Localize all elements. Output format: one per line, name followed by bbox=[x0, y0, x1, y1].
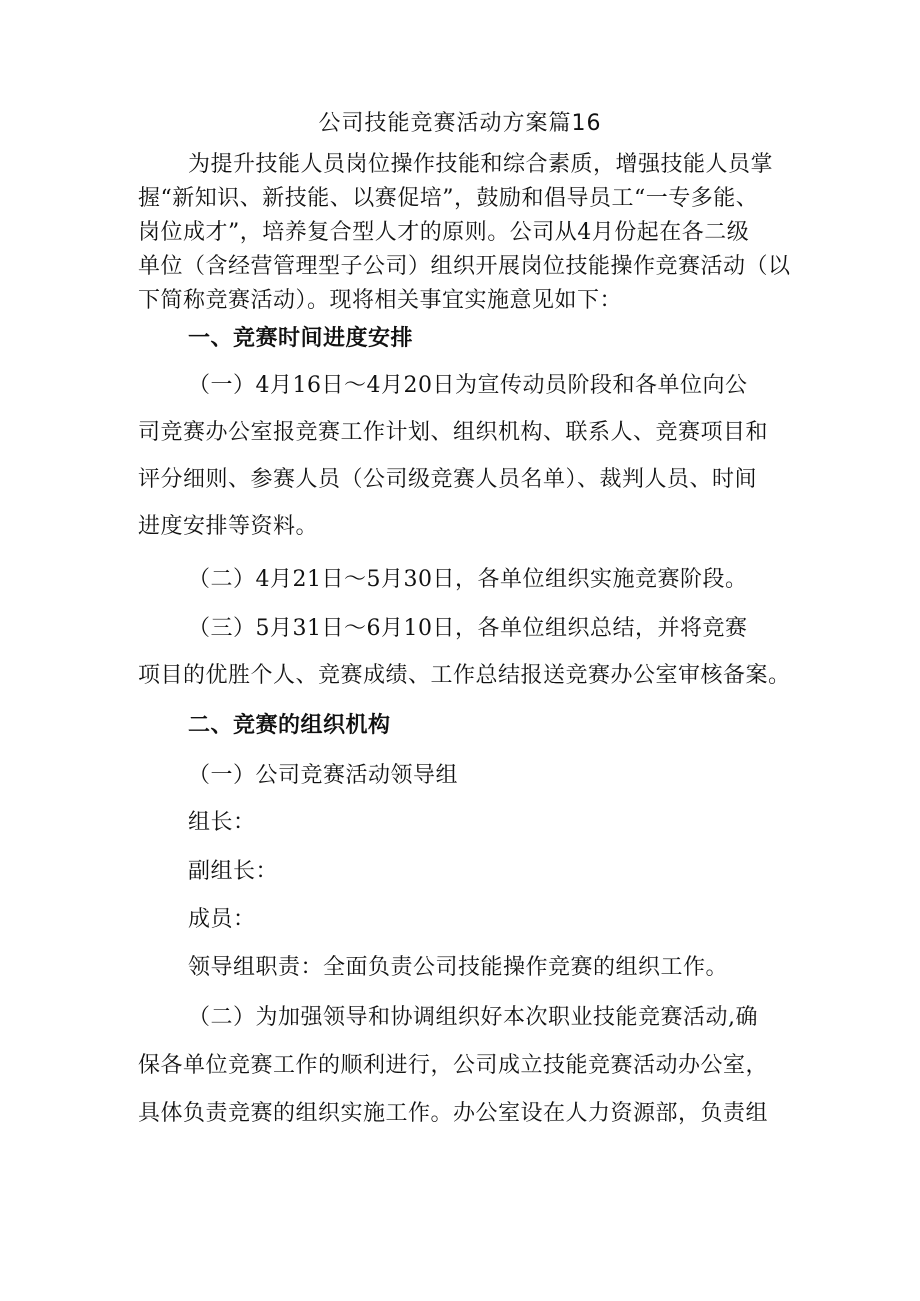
section2-sub1: （一）公司竞赛活动领导组 bbox=[188, 763, 459, 788]
members-label: 成员： bbox=[188, 907, 256, 932]
section1-heading: 一、竞赛时间进度安排 bbox=[188, 326, 414, 351]
section2-sub2-line-2: 保各单位竞赛工作的顺利进行，公司成立技能竞赛活动办公室， bbox=[138, 1053, 769, 1078]
intro-line-2: 握“新知识、新技能、以赛促培”，鼓励和倡导员工“一专多能、 bbox=[138, 186, 759, 211]
document-title: 公司技能竞赛活动方案篇16 bbox=[318, 111, 602, 136]
section1-item1-line-4: 进度安排等资料。 bbox=[138, 514, 319, 539]
leader-label: 组长： bbox=[188, 810, 256, 835]
section1-item1-line-1: （一）4月16日～4月20日为宣传动员阶段和各单位向公 bbox=[188, 373, 748, 398]
section1-item2: （二）4月21日～5月30日，各单位组织实施竞赛阶段。 bbox=[188, 567, 748, 592]
intro-line-4: 单位（含经营管理型子公司）组织开展岗位技能操作竞赛活动（以 bbox=[138, 254, 791, 279]
intro-line-3: 岗位成才”，培养复合型人才的原则。公司从4月份起在各二级 bbox=[138, 220, 750, 245]
duty-text: 领导组职责：全面负责公司技能操作竞赛的组织工作。 bbox=[188, 955, 729, 980]
intro-line-5: 下简称竞赛活动）。现将相关事宜实施意见如下： bbox=[138, 288, 623, 313]
section2-sub2-line-3: 具体负责竞赛的组织实施工作。办公室设在人力资源部，负责组 bbox=[138, 1101, 769, 1126]
section2-heading: 二、竞赛的组织机构 bbox=[188, 713, 391, 738]
intro-line-1: 为提升技能人员岗位操作技能和综合素质，增强技能人员掌 bbox=[188, 152, 774, 177]
section1-item1-line-3: 评分细则、参赛人员（公司级竞赛人员名单）、裁判人员、时间 bbox=[138, 467, 758, 492]
section1-item3-line-1: （三）5月31日～6月10日，各单位组织总结，并将竞赛 bbox=[188, 616, 748, 641]
deputy-label: 副组长： bbox=[188, 859, 279, 884]
section2-sub2-line-1: （二）为加强领导和协调组织好本次职业技能竞赛活动,确 bbox=[188, 1005, 758, 1030]
section1-item1-line-2: 司竞赛办公室报竞赛工作计划、组织机构、联系人、竞赛项目和 bbox=[138, 420, 769, 445]
section1-item3-line-2: 项目的优胜个人、竞赛成绩、工作总结报送竞赛办公室审核备案。 bbox=[138, 663, 791, 688]
